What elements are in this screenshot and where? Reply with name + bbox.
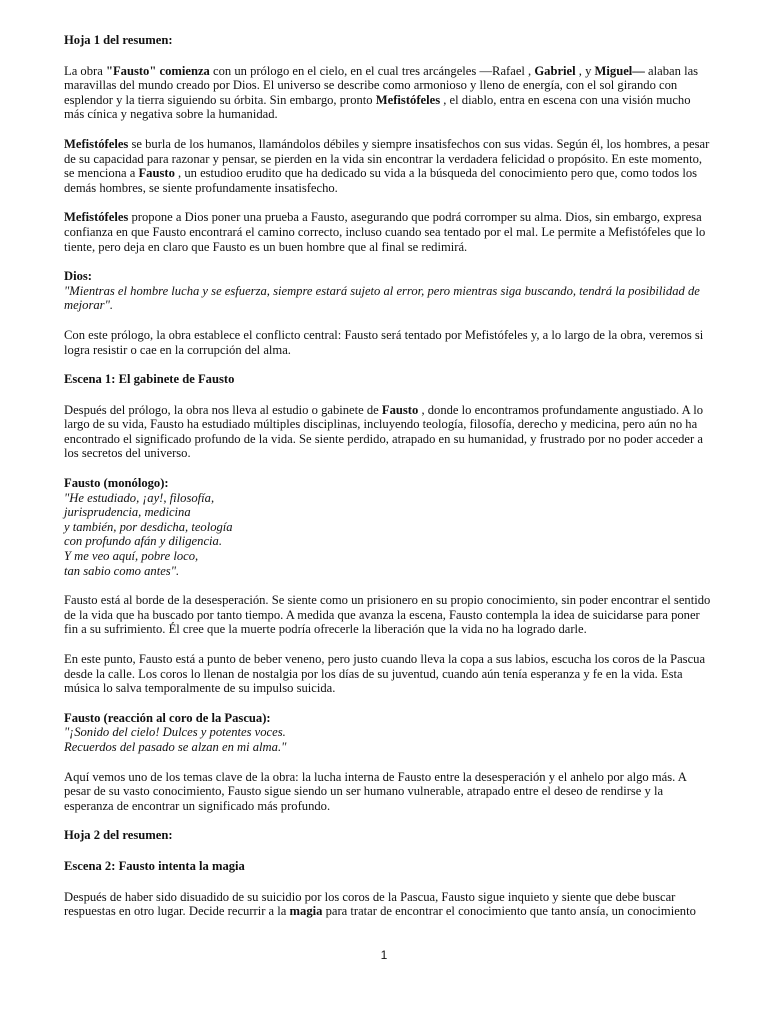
paragraph-magia xyxy=(64,890,712,919)
text-run: , el diablo, entra en escena con una visión mucho más cínica y negativa sobre la humanidad. xyxy=(64,92,691,122)
verse-line: tan sabio como antes". xyxy=(64,563,180,578)
text-run: Después del prólogo, la obra nos lleva al estudio o gabinete de xyxy=(64,402,382,417)
document-page xyxy=(64,33,712,919)
heading-hoja-2: Hoja 2 del resumen: xyxy=(64,828,173,843)
paragraph-veneno: En este punto, Fausto está a punto de beber veneno, pero justo cuando lleva la copa a sus labios, escucha los coros de la Pascua desde la calle. Los coros lo llenan de nostalgia por los días de su juventud, cuando aún tenía esperanza y fe en la vida. Esta música lo salva temporalmente de su impulso suicida. xyxy=(64,652,706,696)
verse-line: Recuerdos del pasado se alzan en mi alma." xyxy=(64,739,287,754)
text-run: , y xyxy=(575,63,595,78)
verse-line: Y me veo aquí, pobre loco, xyxy=(64,549,199,564)
bold-run: Fausto xyxy=(381,402,419,417)
bold-run: Gabriel xyxy=(534,63,576,78)
page-number: 1 xyxy=(380,948,388,962)
verse-line: y también, por desdicha, teología xyxy=(64,519,233,534)
verse-line: con profundo afán y diligencia. xyxy=(64,534,222,549)
bold-run: Mefistófeles xyxy=(64,210,129,225)
text-run: para tratar de encontrar el conocimiento que tanto ansía, un conocimiento xyxy=(322,904,696,919)
text-run: propone a Dios poner una prueba a Fausto, asegurando que podrá corromper su alma. Dios, sin embargo, expresa confianza en que Fausto encontrará el camino correcto, incluso cuando sea tentado por el mal. Le permite a Mefistófeles que lo tiente, pero deja en claro que Fausto es un buen hombre que al final se redimirá. xyxy=(64,210,706,254)
paragraph-mefistofeles-burla xyxy=(64,137,712,195)
bold-run: Fausto xyxy=(138,166,175,181)
paragraph-desesperacion: Fausto está al borde de la desesperación. Se siente como un prisionero en su propio conocimiento, sin poder encontrar el sentido de la vida que ha buscado por tanto tiempo. A medida que avanza la escena, Fausto contempla la idea de suicidarse para poner fin a su sufrimiento. Él cree que la muerte podría ofrecerle la liberación que la vida no ha logrado darle. xyxy=(64,593,711,637)
text-run: con un prólogo en el cielo, en el cual tres arcángeles —Rafael , xyxy=(209,63,535,78)
paragraph-conflicto: Con este prólogo, la obra establece el conflicto central: Fausto será tentado por Mefistófeles y, a lo largo de la obra, veremos si logra resistir o cae en la corrupción del alma. xyxy=(64,327,704,357)
speaker-dios: Dios: xyxy=(64,269,92,284)
verse-line: "He estudiado, ¡ay!, filosofía, xyxy=(64,490,215,505)
text-run: , un estudioo erudito que ha dedicado su vida a la búsqueda del conocimiento pero que, como todos los demás hombres, se siente profundamente insatisfecho. xyxy=(64,166,698,195)
heading-escena-2: Escena 2: Fausto intenta la magia xyxy=(64,858,245,873)
heading-hoja-1: Hoja 1 del resumen: xyxy=(64,33,173,47)
quote-dios: "Mientras el hombre lucha y se esfuerza, siempre estará sujeto al error, pero mientras siga buscando, tendrá la posibilidad de mejorar". xyxy=(64,283,700,313)
paragraph-tema-clave: Aquí vemos uno de los temas clave de la obra: la lucha interna de Fausto entre la desesperación y el anhelo por algo más. A pesar de su vasto conocimiento, Fausto sigue siendo un ser humano vulnerable, atrapado entre el deseo de rendirse y la esperanza de encontrar un significado más profundo. xyxy=(64,769,687,813)
speaker-fausto-monologo: Fausto (monólogo): xyxy=(64,476,169,491)
speaker-fausto-reaccion: Fausto (reacción al coro de la Pascua): xyxy=(64,710,271,725)
text-run: , donde lo encontramos profundamente angustiado. A lo largo de su vida, Fausto ha estudiado múltiples disciplinas, incluyendo teología, filosofía, derecho y medicina, pero aún no ha encontrado el significado profundo de la vida. Se siente perdido, atrapado en su humanidad, y frustrado por no poder acceder a los secretos del universo. xyxy=(64,402,703,461)
text-run: alaban las maravillas del mundo creado por Dios. El universo se describe como armonioso y lleno de energía, con el sol girando con esplendor y la tierra siguiendo su órbita. Sin embargo, pronto xyxy=(64,63,699,107)
paragraph-prologo xyxy=(64,64,712,122)
text-run: La obra xyxy=(64,63,106,78)
bold-run: Mefistófeles xyxy=(375,92,441,107)
text-run: se burla de los humanos, llamándolos débiles y siempre insatisfechos con sus vidas. Según él, los hombres, a pesar de su capacidad para razonar y pensar, se pierden en la vida sin encontrar la verdadera felicidad o propósito. En este momento, se menciona a xyxy=(64,136,710,181)
text-run: Después de haber sido disuadido de su suicidio por los coros de la Pascua, Fausto sigue inquieto y siente que debe buscar respuestas en otro lugar. Decide recurrir a la xyxy=(64,889,676,919)
bold-run: "Fausto" comienza xyxy=(105,63,210,78)
paragraph-mefistofeles-prueba xyxy=(64,210,712,254)
bold-run: magia xyxy=(289,904,323,919)
verse-line: "¡Sonido del cielo! Dulces y potentes voces. xyxy=(64,725,286,740)
bold-run: Miguel— xyxy=(594,63,645,78)
heading-escena-1: Escena 1: El gabinete de Fausto xyxy=(64,372,235,387)
verse-line: jurisprudencia, medicina xyxy=(64,505,191,520)
bold-run: Mefistófeles xyxy=(64,136,129,151)
paragraph-gabinete xyxy=(64,403,712,461)
